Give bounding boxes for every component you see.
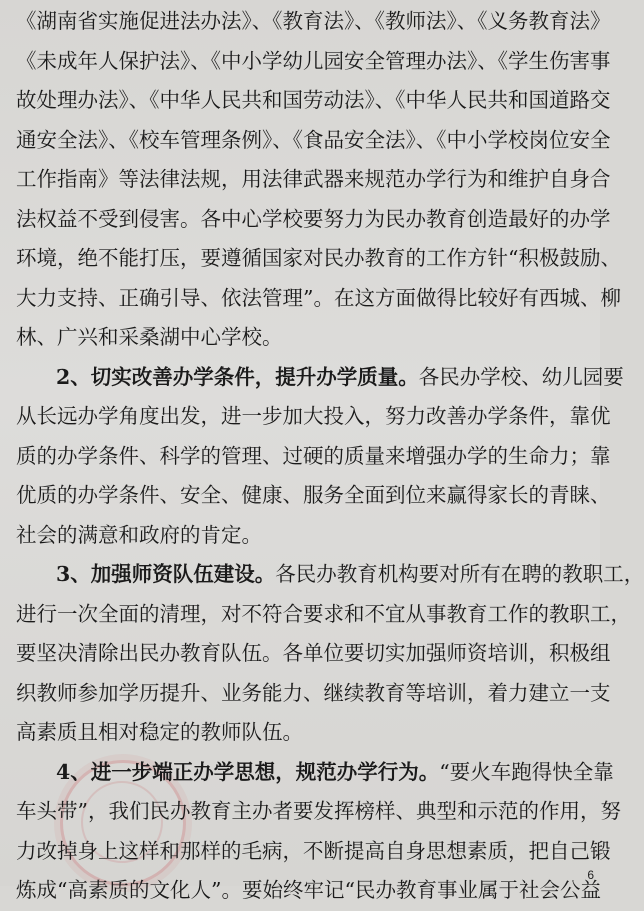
section-4-line: 力改掉身上这样和那样的毛病，不断提高自身思想素质，把自己锻 [16,838,611,863]
section-3-line: 进行一次全面的清理，对不符合要求和不宜从事教育工作的教职工， [16,601,631,626]
section-4-line: 车头带”，我们民办教育主办者要发挥榜样、典型和示范的作用，努 [16,799,621,823]
section-2-line: 优质的办学条件、安全、健康、服务全面到位来赢得家长的青睐、 [16,483,611,507]
body-line: 法权益不受到侵害。各中心学校要努力为民办教育创造最好的办学 [16,206,611,231]
section-2-heading: 2、切实改善办学条件，提升办学质量。 [56,364,419,389]
body-line: 故处理办法》、《中华人民共和国劳动法》、《中华人民共和国道路交 [16,88,611,112]
body-line: 工作指南》等法律法规，用法律武器来规范办学行为和维护自身合 [16,167,611,191]
section-4-heading: 4、进一步端正办学思想，规范办学行为。 [56,759,440,784]
section-2-line: 社会的满意和政府的肯定。 [16,522,262,547]
body-line: 《未成年人保护法》、《中小学幼儿园安全管理办法》、《学生伤害事 [16,48,611,73]
section-2-line: 从长远办学角度出发，进一步加大投入，努力改善办学条件，靠优 [16,404,611,428]
body-line: 林、广兴和采桑湖中心学校。 [16,325,283,349]
section-2-first-line [16,358,624,398]
section-3-line: 织教师参加学历提升、业务能力、继续教育等培训，着力建立一支 [16,680,611,705]
body-line: 通安全法》、《校车管理条例》、《食品安全法》、《中小学校岗位安全 [16,127,611,152]
section-2-line: 质的办学条件、科学的管理、过硬的质量来增强办学的生命力；靠 [16,443,611,468]
section-3-first-line [16,555,644,595]
document-body [16,2,644,911]
body-line: 《湖南省实施促进法办法》、《教育法》、《教师法》、《义务教育法》 [16,9,611,33]
section-3-line: 高素质且相对稳定的教师队伍。 [16,720,303,744]
section-4-first-line-rest: “要火车跑得快全靠 [439,759,614,784]
body-line: 大力支持、正确引导、依法管理”。在这方面做得比较好有西城、柳 [16,285,621,310]
body-line: 环境，绝不能打压，要遵循国家对民办教育的工作方针“积极鼓励、 [16,246,621,270]
section-3-first-line-rest: 各民办教育机构要对所有在聘的教职工， [275,562,644,586]
section-3-line: 要坚决清除出民办教育队伍。各单位要切实加强师资培训，积极组 [16,641,611,665]
section-3-heading: 3、加强师资队伍建设。 [56,562,276,586]
page-number: 6 [587,868,594,882]
section-2-first-line-rest: 各民办学校、幼儿园要 [418,364,624,389]
section-4-first-line [16,753,614,793]
section-4-line: 炼成“高素质的文化人”。要始终牢记“民办教育事业属于社会公益 [16,878,601,902]
